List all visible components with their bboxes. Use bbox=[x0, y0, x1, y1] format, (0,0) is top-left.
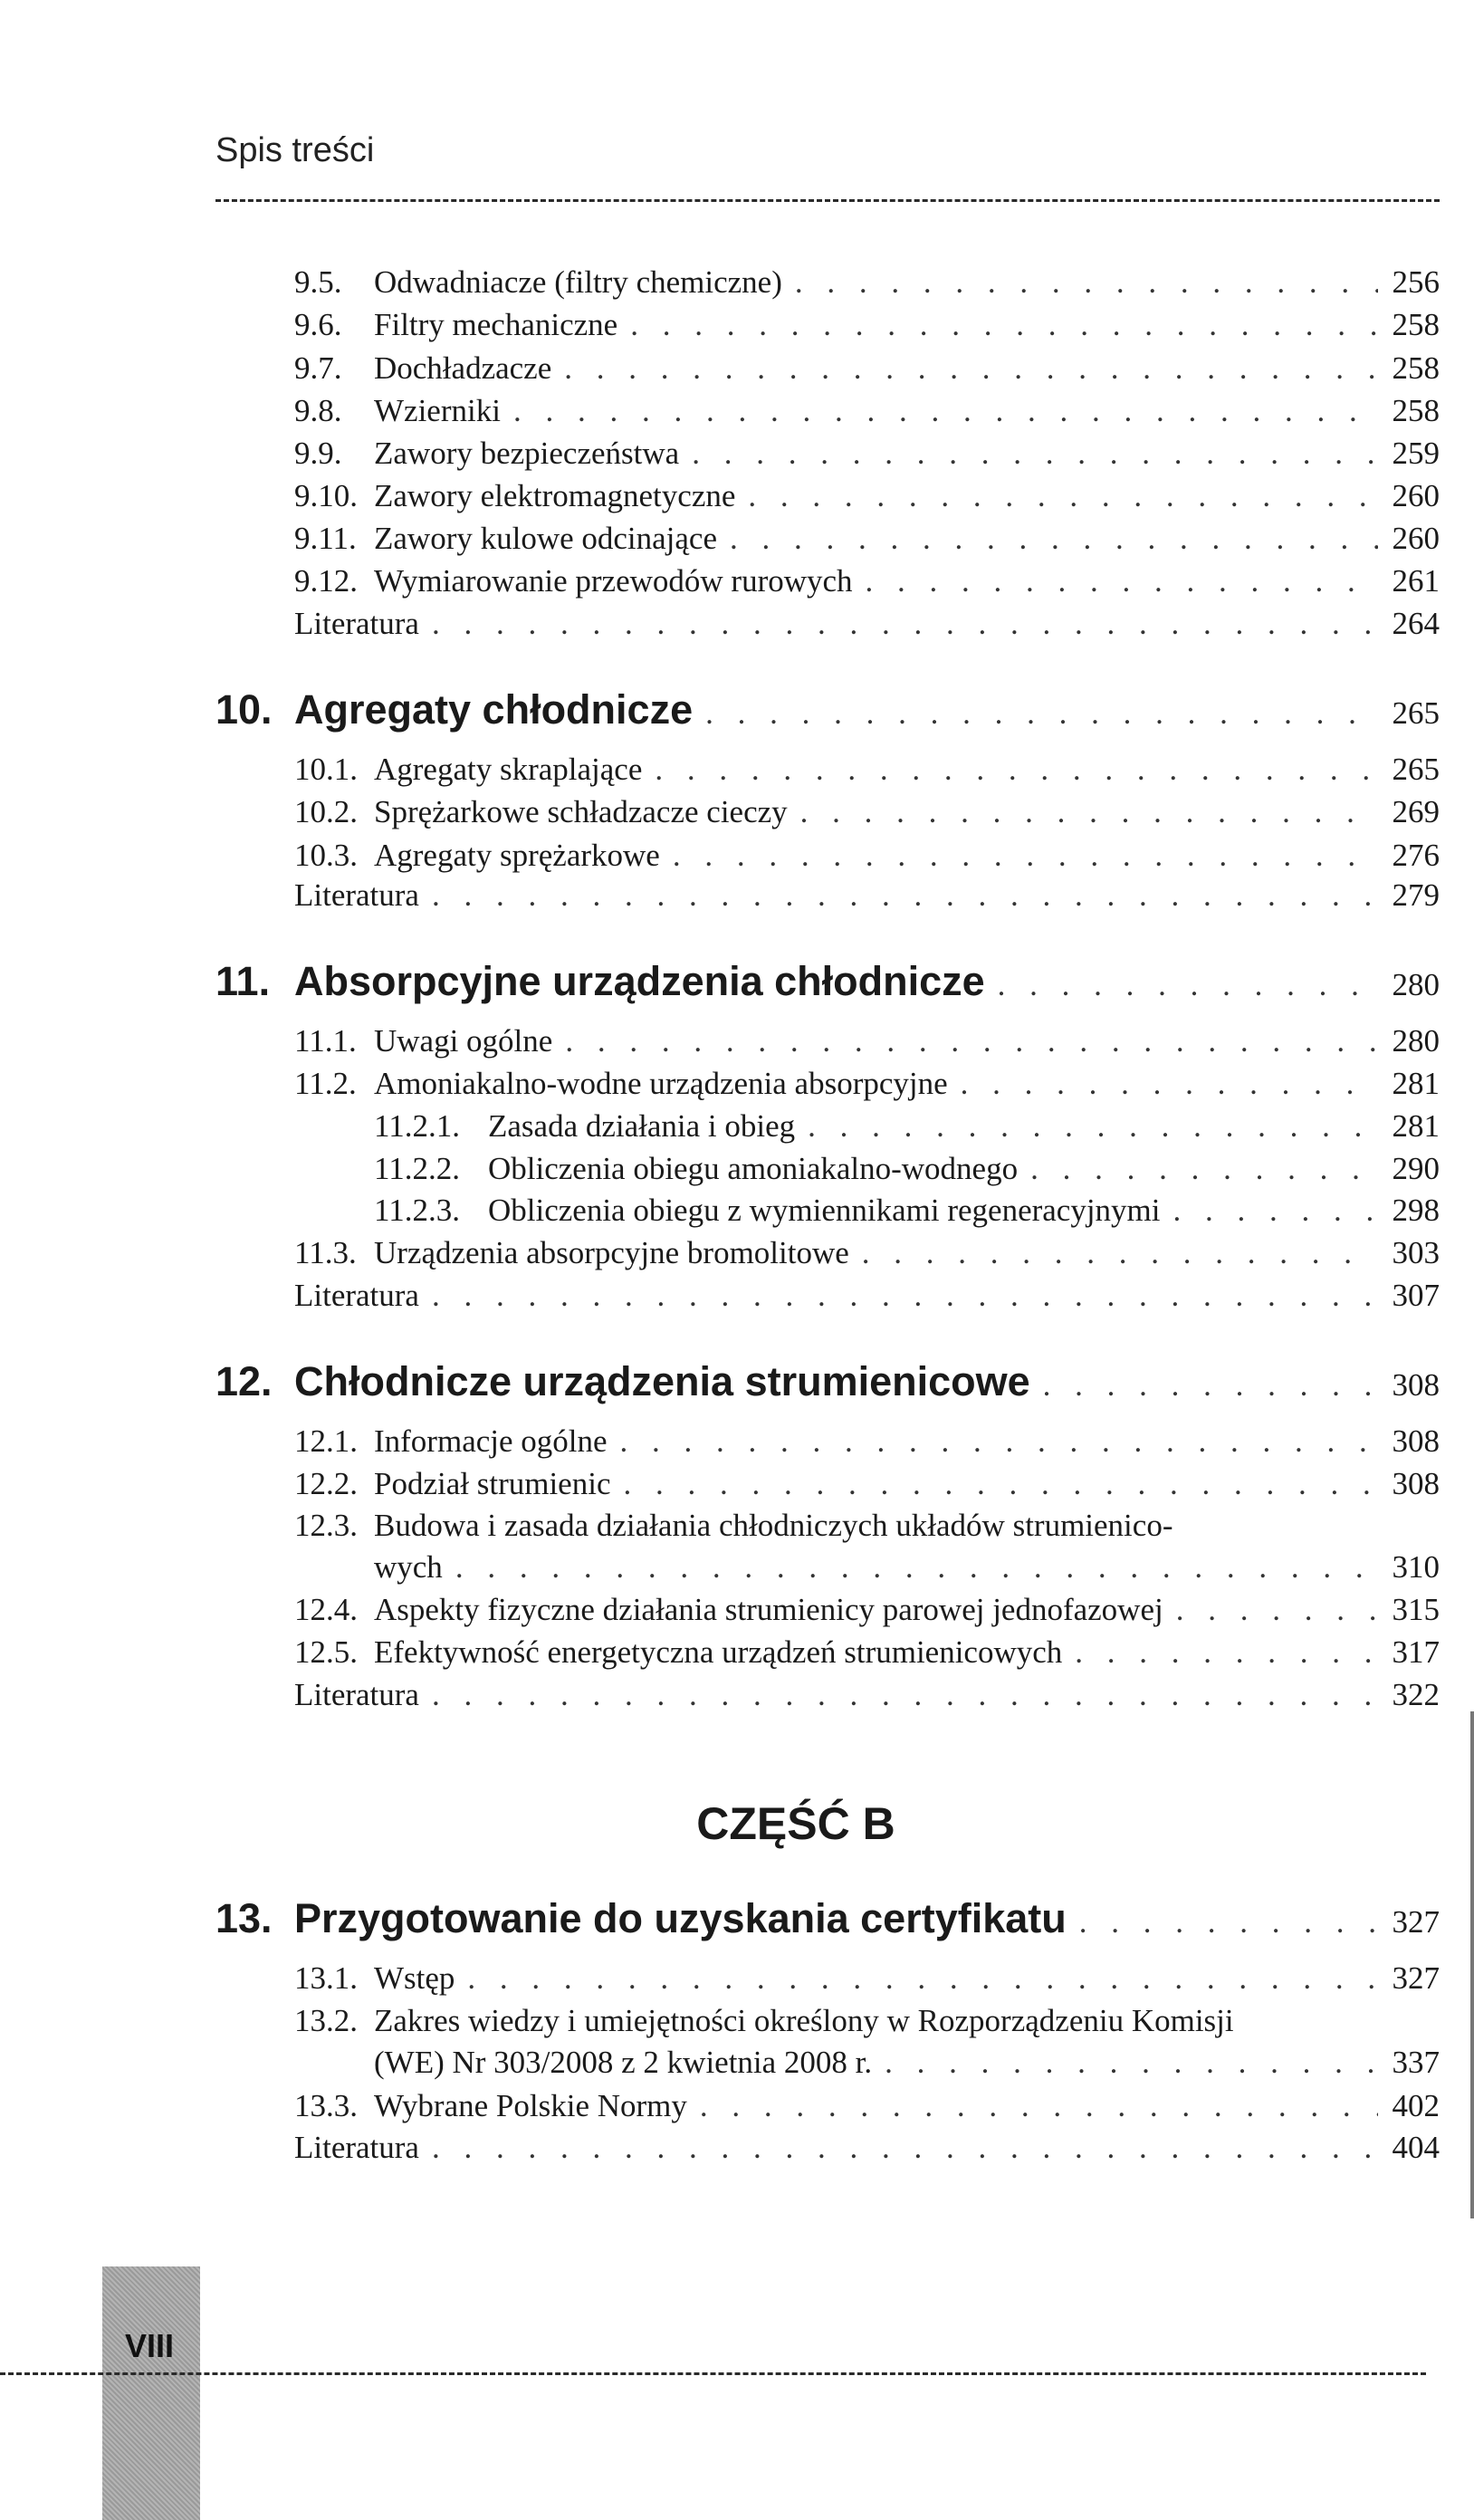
toc-entry[interactable] bbox=[294, 1677, 1440, 1713]
entry-page: 308 bbox=[1392, 1423, 1440, 1459]
entry-number: 9.7. bbox=[294, 350, 342, 386]
chapter-number: 12. bbox=[215, 1358, 273, 1404]
entry-title: Budowa i zasada działania chłodniczych układów strumienico- bbox=[374, 1508, 1173, 1543]
toc-entry[interactable] bbox=[294, 2003, 1234, 2039]
chapter-page: 327 bbox=[1392, 1904, 1440, 1940]
leader-dots bbox=[862, 1235, 1378, 1271]
entry-page: 269 bbox=[1392, 794, 1440, 829]
toc-entry[interactable] bbox=[374, 1151, 1440, 1187]
entry-title-continued: wych bbox=[374, 1549, 443, 1585]
entry-page: 264 bbox=[1392, 606, 1440, 641]
entry-page: 260 bbox=[1392, 521, 1440, 556]
page-edge-shadow bbox=[1470, 1711, 1474, 2218]
entry-title: Literatura bbox=[294, 877, 419, 913]
entry-title: Obliczenia obiegu z wymiennikami regeneracyjnymi bbox=[488, 1193, 1161, 1228]
leader-dots bbox=[1173, 1193, 1378, 1229]
entry-page: 280 bbox=[1392, 1023, 1440, 1059]
entry-title: Zawory bezpieczeństwa bbox=[374, 436, 680, 471]
entry-title: Literatura bbox=[294, 1278, 419, 1313]
entry-number: 9.12. bbox=[294, 563, 358, 599]
entry-number: 9.11. bbox=[294, 521, 357, 556]
chapter-title: Chłodnicze urządzenia strumienicowe bbox=[294, 1358, 1030, 1404]
toc-entry[interactable] bbox=[294, 1023, 1440, 1059]
entry-page: 258 bbox=[1392, 307, 1440, 342]
entry-number: 11.2.1. bbox=[374, 1108, 460, 1144]
leader-dots bbox=[630, 307, 1378, 343]
entry-number: 12.2. bbox=[294, 1466, 358, 1501]
entry-number: 12.3. bbox=[294, 1508, 358, 1543]
footer-divider bbox=[0, 2372, 1426, 2375]
entry-title: Wzierniki bbox=[374, 393, 501, 428]
entry-title: Literatura bbox=[294, 2130, 419, 2165]
entry-title: Aspekty fizyczne działania strumienicy parowej jednofazowej bbox=[374, 1592, 1163, 1627]
entry-number: 10.1. bbox=[294, 752, 358, 787]
entry-number: 13.2. bbox=[294, 2003, 358, 2038]
leader-dots bbox=[705, 695, 1378, 732]
toc-entry[interactable] bbox=[294, 563, 1440, 599]
toc-entry[interactable] bbox=[294, 794, 1440, 830]
entry-page: 290 bbox=[1392, 1151, 1440, 1186]
entry-page: 260 bbox=[1392, 478, 1440, 513]
chapter-page: 280 bbox=[1392, 967, 1440, 1002]
toc-entry[interactable] bbox=[294, 1592, 1440, 1628]
entry-page: 307 bbox=[1392, 1278, 1440, 1313]
entry-title: Podział strumienic bbox=[374, 1466, 611, 1501]
toc-entry[interactable] bbox=[294, 393, 1440, 429]
leader-dots bbox=[748, 478, 1378, 514]
toc-entry[interactable] bbox=[294, 2088, 1440, 2124]
toc-entry[interactable] bbox=[294, 1466, 1440, 1502]
entry-title: Zasada działania i obieg bbox=[488, 1108, 796, 1144]
entry-number: 11.3. bbox=[294, 1235, 357, 1270]
entry-page: 256 bbox=[1392, 264, 1440, 300]
entry-title: Literatura bbox=[294, 1677, 419, 1712]
leader-dots bbox=[998, 967, 1378, 1003]
toc-entry[interactable] bbox=[294, 877, 1440, 914]
entry-number: 11.2.2. bbox=[374, 1151, 460, 1186]
entry-page: 281 bbox=[1392, 1108, 1440, 1144]
toc-entry[interactable] bbox=[294, 752, 1440, 788]
toc-entry[interactable] bbox=[294, 1066, 1440, 1102]
leader-dots bbox=[700, 2088, 1378, 2124]
chapter-heading[interactable] bbox=[215, 686, 1440, 733]
toc-entry[interactable] bbox=[294, 350, 1440, 387]
entry-page: 259 bbox=[1392, 436, 1440, 471]
toc-entry[interactable] bbox=[294, 1423, 1440, 1460]
chapter-heading[interactable] bbox=[215, 958, 1440, 1005]
entry-page: 258 bbox=[1392, 393, 1440, 428]
entry-title-continued: (WE) Nr 303/2008 z 2 kwietnia 2008 r. bbox=[374, 2045, 873, 2080]
entry-title: Odwadniacze (filtry chemiczne) bbox=[374, 264, 782, 300]
entry-number: 11.2.3. bbox=[374, 1193, 460, 1228]
entry-number: 9.10. bbox=[294, 478, 358, 513]
leader-dots bbox=[1030, 1151, 1378, 1187]
chapter-title: Agregaty chłodnicze bbox=[294, 686, 694, 733]
chapter-page: 308 bbox=[1392, 1367, 1440, 1403]
leader-dots bbox=[1176, 1592, 1378, 1628]
entry-page: 404 bbox=[1392, 2130, 1440, 2165]
leader-dots bbox=[432, 877, 1378, 914]
leader-dots bbox=[885, 2045, 1378, 2081]
leader-dots bbox=[1075, 1634, 1378, 1671]
entry-number: 13.1. bbox=[294, 1960, 358, 1996]
toc-entry[interactable] bbox=[294, 1960, 1440, 1997]
entry-number: 12.5. bbox=[294, 1634, 358, 1670]
leader-dots bbox=[1043, 1367, 1378, 1404]
toc-entry[interactable] bbox=[294, 2130, 1440, 2166]
entry-title: Agregaty skraplające bbox=[374, 752, 643, 787]
page-number: VIII bbox=[125, 2327, 175, 2364]
toc-entry[interactable] bbox=[294, 436, 1440, 472]
chapter-heading[interactable] bbox=[215, 1895, 1440, 1942]
chapter-title: Absorpcyjne urządzenia chłodnicze bbox=[294, 958, 985, 1004]
entry-title: Zakres wiedzy i umiejętności określony w Rozporządzeniu Komisji bbox=[374, 2003, 1234, 2038]
entry-number: 9.6. bbox=[294, 307, 342, 342]
toc-entry[interactable] bbox=[294, 838, 1440, 874]
leader-dots bbox=[620, 1423, 1378, 1460]
toc-entry[interactable] bbox=[294, 1278, 1440, 1314]
entry-page: 310 bbox=[1392, 1549, 1440, 1585]
chapter-number: 10. bbox=[215, 686, 273, 733]
leader-dots bbox=[1079, 1904, 1378, 1940]
entry-page: 265 bbox=[1392, 752, 1440, 787]
toc-entry-continuation[interactable] bbox=[374, 2045, 1440, 2081]
entry-number: 12.4. bbox=[294, 1592, 358, 1627]
leader-dots bbox=[795, 264, 1378, 301]
entry-title: Dochładzacze bbox=[374, 350, 552, 386]
leader-dots bbox=[513, 393, 1378, 429]
chapter-number: 13. bbox=[215, 1895, 273, 1941]
entry-page: 315 bbox=[1392, 1592, 1440, 1627]
leader-dots bbox=[432, 1677, 1378, 1713]
entry-title: Uwagi ogólne bbox=[374, 1023, 553, 1059]
toc-entry[interactable] bbox=[294, 1634, 1440, 1671]
toc-entry[interactable] bbox=[294, 606, 1440, 642]
entry-page: 327 bbox=[1392, 1960, 1440, 1996]
entry-title: Amoniakalno-wodne urządzenia absorpcyjne bbox=[374, 1066, 948, 1101]
toc-entry[interactable] bbox=[374, 1108, 1440, 1145]
entry-page: 317 bbox=[1392, 1634, 1440, 1670]
leader-dots bbox=[432, 1278, 1378, 1314]
part-heading: CZĘŚĆ B bbox=[696, 1798, 895, 1849]
entry-number: 12.1. bbox=[294, 1423, 358, 1459]
entry-number: 10.2. bbox=[294, 794, 358, 829]
entry-title: Zawory kulowe odcinające bbox=[374, 521, 718, 556]
toc-entry-continuation[interactable] bbox=[374, 1549, 1440, 1586]
entry-title: Wstęp bbox=[374, 1960, 455, 1996]
entry-page: 258 bbox=[1392, 350, 1440, 386]
leader-dots bbox=[800, 794, 1378, 830]
entry-page: 281 bbox=[1392, 1066, 1440, 1101]
toc-entry[interactable] bbox=[294, 1235, 1440, 1271]
leader-dots bbox=[467, 1960, 1378, 1997]
entry-number: 9.8. bbox=[294, 393, 342, 428]
leader-dots bbox=[866, 563, 1378, 599]
entry-title: Filtry mechaniczne bbox=[374, 307, 618, 342]
entry-page: 337 bbox=[1392, 2045, 1440, 2080]
toc-entry[interactable] bbox=[294, 307, 1440, 343]
entry-page: 276 bbox=[1392, 838, 1440, 873]
entry-number: 9.5. bbox=[294, 264, 342, 300]
leader-dots bbox=[808, 1108, 1378, 1145]
entry-title: Efektywność energetyczna urządzeń strumienicowych bbox=[374, 1634, 1063, 1670]
entry-number: 11.1. bbox=[294, 1023, 357, 1059]
toc-entry[interactable] bbox=[294, 478, 1440, 514]
leader-dots bbox=[455, 1549, 1378, 1586]
entry-title: Literatura bbox=[294, 606, 419, 641]
entry-number: 9.9. bbox=[294, 436, 342, 471]
leader-dots bbox=[432, 606, 1378, 642]
entry-title: Wymiarowanie przewodów rurowych bbox=[374, 563, 853, 599]
leader-dots bbox=[692, 436, 1378, 472]
leader-dots bbox=[961, 1066, 1378, 1102]
leader-dots bbox=[565, 1023, 1378, 1059]
entry-number: 13.3. bbox=[294, 2088, 358, 2123]
entry-page: 261 bbox=[1392, 563, 1440, 599]
folio-tab bbox=[102, 2266, 200, 2520]
entry-title: Zawory elektromagnetyczne bbox=[374, 478, 736, 513]
entry-title: Sprężarkowe schładzacze cieczy bbox=[374, 794, 788, 829]
leader-dots bbox=[673, 838, 1378, 874]
chapter-heading[interactable] bbox=[215, 1358, 1440, 1405]
leader-dots bbox=[564, 350, 1378, 387]
entry-title: Agregaty sprężarkowe bbox=[374, 838, 660, 873]
entry-title: Obliczenia obiegu amoniakalno-wodnego bbox=[488, 1151, 1019, 1186]
running-header: Spis treści bbox=[215, 131, 375, 169]
leader-dots bbox=[432, 2130, 1378, 2166]
chapter-title: Przygotowanie do uzyskania certyfikatu bbox=[294, 1895, 1067, 1941]
chapter-number: 11. bbox=[215, 958, 271, 1004]
entry-page: 303 bbox=[1392, 1235, 1440, 1270]
entry-title: Urządzenia absorpcyjne bromolitowe bbox=[374, 1235, 849, 1270]
toc-entry[interactable] bbox=[294, 264, 1440, 301]
entry-page: 298 bbox=[1392, 1193, 1440, 1228]
entry-number: 11.2. bbox=[294, 1066, 357, 1101]
entry-page: 308 bbox=[1392, 1466, 1440, 1501]
entry-title: Informacje ogólne bbox=[374, 1423, 608, 1459]
leader-dots bbox=[655, 752, 1378, 788]
leader-dots bbox=[730, 521, 1378, 557]
toc-entry[interactable] bbox=[374, 1193, 1440, 1229]
chapter-page: 265 bbox=[1392, 695, 1440, 731]
toc-entry[interactable] bbox=[294, 1508, 1172, 1544]
header-divider bbox=[215, 199, 1440, 202]
entry-number: 10.3. bbox=[294, 838, 358, 873]
toc-entry[interactable] bbox=[294, 521, 1440, 557]
entry-page: 322 bbox=[1392, 1677, 1440, 1712]
leader-dots bbox=[623, 1466, 1378, 1502]
entry-page: 279 bbox=[1392, 877, 1440, 913]
entry-page: 402 bbox=[1392, 2088, 1440, 2123]
entry-title: Wybrane Polskie Normy bbox=[374, 2088, 687, 2123]
